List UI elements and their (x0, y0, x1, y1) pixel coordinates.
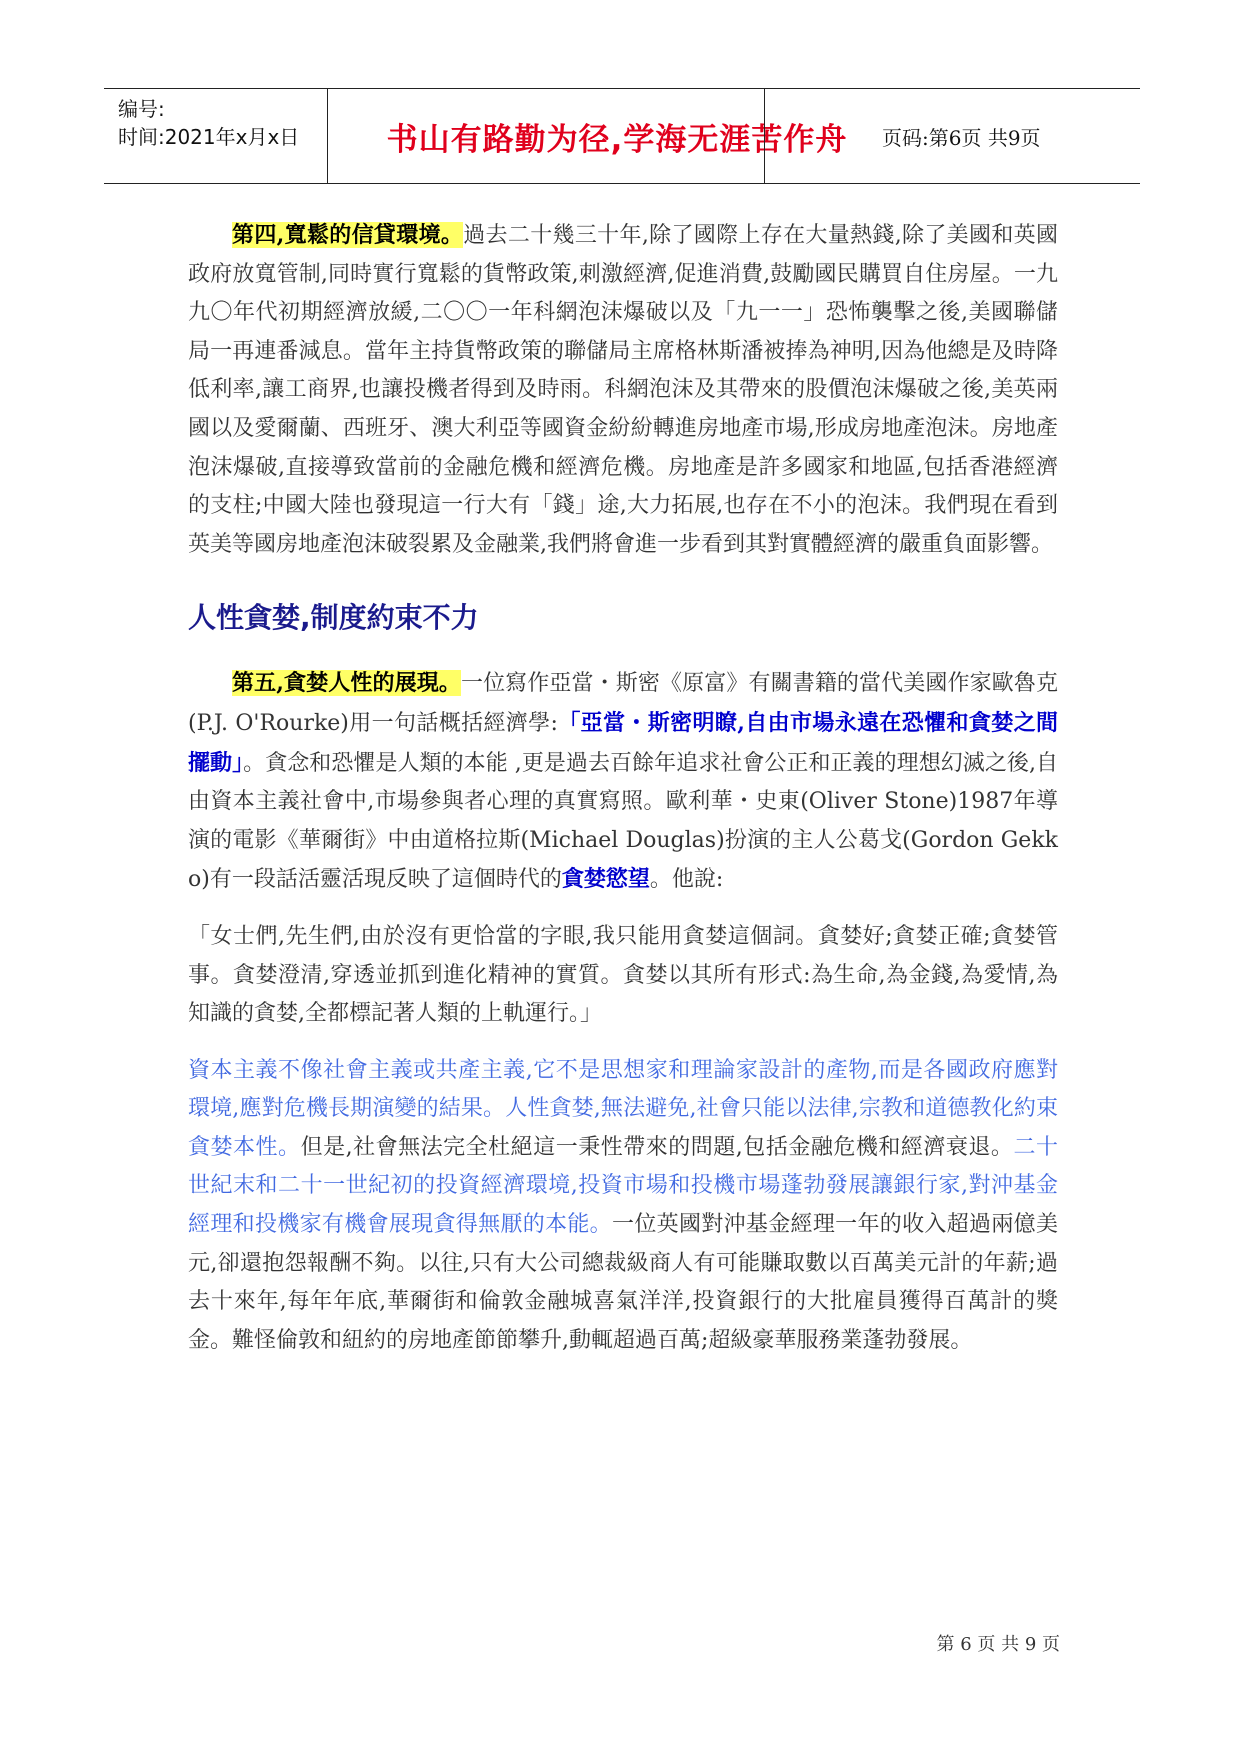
greed-emphasis: 貪婪慾望 (561, 866, 650, 893)
number-label: 编号: (118, 97, 165, 121)
header-divider-left (327, 89, 328, 183)
document-body (188, 216, 1058, 1360)
paragraph-text: 一位寫作亞當・斯密《原富》有關書籍的當代美國作家歐魯克(P.J. O'Rourke)用一句話概括經濟學: (188, 671, 1058, 736)
paragraph-greed (188, 664, 1058, 900)
page-footer: 第 6 页 共 9 页 (936, 1634, 1060, 1655)
paragraph-highlight: 第四,寬鬆的信貸環境。 (232, 222, 464, 248)
highlighted-quote: 「亞當・斯密明瞭,自由市場永遠在恐懼和貪婪之間擺動」 (188, 709, 1058, 776)
blue-text: 資本主義不像社會主義或共產主義,它不是思想家和理論家設計的產物,而是各國政府應對環境,應對危機長期演變的結果。人性貪婪,無法避免,社會只能以法律,宗教和道德教化約束貪婪本性。 (188, 1057, 1058, 1160)
section-heading: 人性貪婪,制度約束不力 (188, 601, 479, 635)
page-header (104, 88, 1140, 184)
paragraph-capitalism (188, 1052, 1058, 1361)
time-label: 时间:2021年x月x日 (118, 125, 300, 149)
header-page-info: 页码:第6页 共9页 (882, 125, 1041, 150)
header-meta (118, 89, 368, 183)
paragraph-text: 過去二十幾三十年,除了國際上存在大量熱錢,除了美國和英國政府放寬管制,同時實行寬鬆的貨幣政策,刺激經濟,促進消費,鼓勵國民購買自住房屋。一九九〇年代初期經濟放緩,二〇〇一年科網泡沫爆破以及「九一一」恐怖襲擊之後,美國聯儲局一再連番減息。當年主持貨幣政策的聯儲局主席格林斯潘被捧為神明,因為他總是及時降低利率,讓工商界,也讓投機者得到及時雨。科網泡沫及其帶來的股價泡沫爆破之後,美英兩國以及愛爾蘭、西班牙、澳大利亞等國資金紛紛轉進房地產市場,形成房地產泡沫。房地產泡沫爆破,直接導致當前的金融危機和經濟危機。房地產是許多國家和地區,包括香港經濟的支柱;中國大陸也發現這一行大有「錢」途,大力拓展,也存在不小的泡沫。我們現在看到英美等國房地產泡沫破裂累及金融業,我們將會進一步看到其對實體經濟的嚴重負面影響。 (188, 223, 1058, 557)
paragraph-credit-environment (188, 216, 1058, 564)
header-divider-right (764, 89, 765, 183)
gekko-quote-paragraph: 「女士們,先生們,由於沒有更恰當的字眼,我只能用貪婪這個詞。貪婪好;貪婪正確;貪婪管事。貪婪澄清,穿透並抓到進化精神的實質。貪婪以其所有形式:為生命,為金錢,為愛情,為知識的貪婪,全都標記著人類的上軌運行。」 (188, 923, 1058, 1027)
paragraph-highlight: 第五,貪婪人性的展現。 (232, 670, 461, 697)
paragraph-text: 但是,社會無法完全杜絕這一秉性帶來的問題,包括金融危機和經濟衰退。 (300, 1134, 1014, 1160)
header-motto: 书山有路勤为径,学海无涯苦作舟 (386, 121, 848, 158)
blue-text: 二十世紀末和二十一世紀初的投資經濟環境,投資市場和投機市場蓬勃發展讓銀行家,對沖基金經理和投機家有機會展現貪得無厭的本能。 (188, 1134, 1058, 1238)
paragraph-text: 。貪念和恐懼是人類的本能 ,更是過去百餘年追求社會公正和正義的理想幻滅之後,自由資本主義社會中,市場參與者心理的真實寫照。歐利華・史東(Oliver Stone)1987年導演的電影《華爾街》中由道格拉斯(Michael Douglas)扮演的主人公葛戈(Gordon Gekko)有一段話活靈活現反映了這個時代的 (188, 750, 1058, 893)
paragraph-text: 。他說: (649, 867, 724, 893)
paragraph-text: 一位英國對沖基金經理一年的收入超過兩億美元,卻還抱怨報酬不夠。以往,只有大公司總裁級商人有可能賺取數以百萬美元計的年薪;過去十來年,每年年底,華爾街和倫敦金融城喜氣洋洋,投資銀行的大批雇員獲得百萬計的獎金。難怪倫敦和紐約的房地產節節攀升,動輒超過百萬;超級豪華服務業蓬勃發展。 (188, 1212, 1058, 1353)
